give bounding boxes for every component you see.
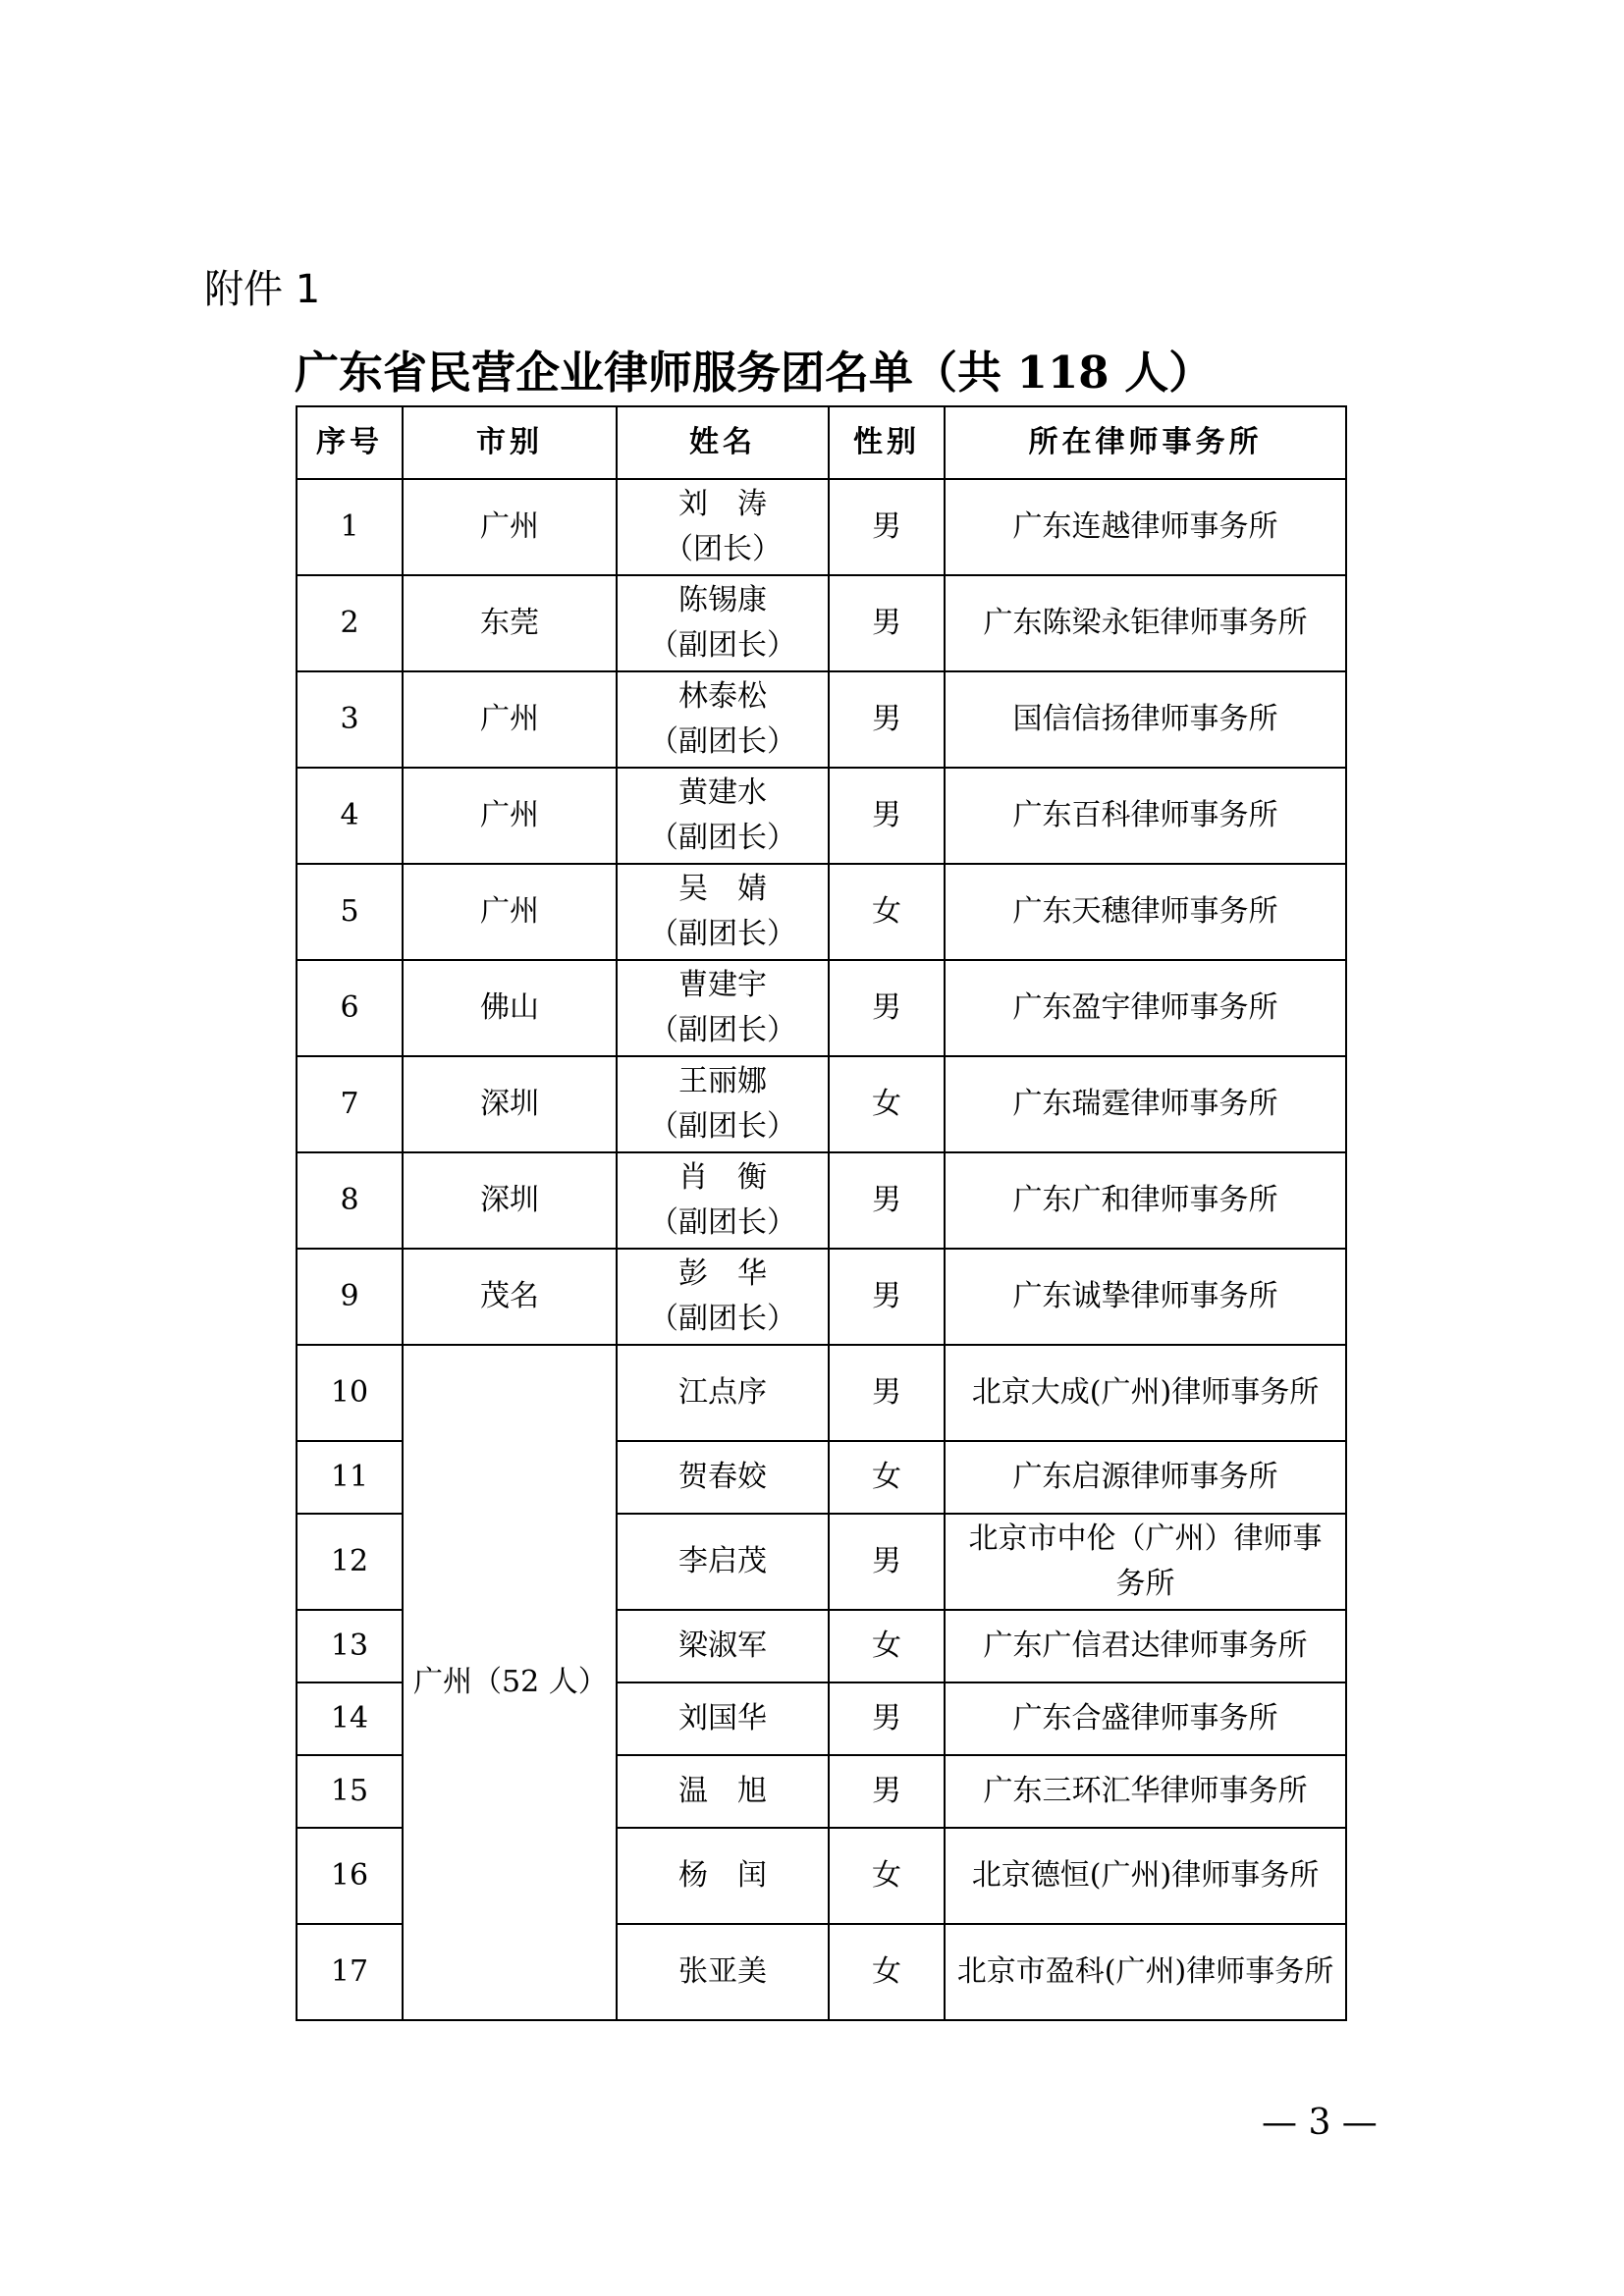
- cell-name: [617, 479, 829, 575]
- cell-no: 17: [297, 1924, 403, 2020]
- header-city: 市别: [403, 406, 617, 479]
- cell-gender: 男: [829, 479, 945, 575]
- cell-gender: 男: [829, 768, 945, 864]
- cell-city: 广州: [403, 671, 617, 768]
- cell-no: 13: [297, 1610, 403, 1682]
- cell-city: 广州: [403, 479, 617, 575]
- cell-gender: 男: [829, 1682, 945, 1755]
- cell-city: 佛山: [403, 960, 617, 1056]
- cell-firm: 广东陈梁永钜律师事务所: [945, 575, 1346, 671]
- header-no: 序号: [297, 406, 403, 479]
- cell-gender: 男: [829, 671, 945, 768]
- lawyer-roster-table: [296, 405, 1347, 2021]
- person-name: 彭 华: [678, 1256, 767, 1291]
- table-row: [297, 479, 1346, 575]
- person-role: （副团长）: [649, 724, 796, 759]
- person-role: （副团长）: [649, 628, 796, 663]
- cell-firm: 北京市中伦（广州）律师事务所: [945, 1514, 1346, 1610]
- cell-firm: 北京市盈科(广州)律师事务所: [945, 1924, 1346, 2020]
- table-row: [297, 960, 1346, 1056]
- cell-gender: 女: [829, 1924, 945, 2020]
- cell-no: 14: [297, 1682, 403, 1755]
- person-name: 曹建宇: [678, 968, 767, 1002]
- cell-gender: 男: [829, 1755, 945, 1828]
- cell-firm: 广东广信君达律师事务所: [945, 1610, 1346, 1682]
- table-header-row: [297, 406, 1346, 479]
- cell-no: 1: [297, 479, 403, 575]
- cell-name: [617, 960, 829, 1056]
- cell-firm: 广东盈宇律师事务所: [945, 960, 1346, 1056]
- person-name: 陈锡康: [678, 583, 767, 617]
- cell-gender: 男: [829, 1345, 945, 1441]
- cell-firm: 广东广和律师事务所: [945, 1152, 1346, 1249]
- person-name: 肖 衡: [678, 1160, 767, 1195]
- cell-no: 3: [297, 671, 403, 768]
- attachment-label: 附件 1: [204, 267, 321, 312]
- cell-firm: 广东启源律师事务所: [945, 1441, 1346, 1514]
- cell-gender: 男: [829, 1152, 945, 1249]
- cell-name: 梁淑军: [617, 1610, 829, 1682]
- cell-city: 深圳: [403, 1056, 617, 1152]
- person-name: 黄建水: [678, 775, 767, 810]
- cell-name: 刘国华: [617, 1682, 829, 1755]
- header-gender: 性别: [829, 406, 945, 479]
- cell-firm: 广东百科律师事务所: [945, 768, 1346, 864]
- person-role: （副团长）: [649, 1109, 796, 1144]
- cell-gender: 男: [829, 1249, 945, 1345]
- cell-gender: 女: [829, 1056, 945, 1152]
- person-name: 刘 涛: [678, 487, 767, 521]
- cell-no: 2: [297, 575, 403, 671]
- cell-gender: 男: [829, 1514, 945, 1610]
- cell-name: 张亚美: [617, 1924, 829, 2020]
- cell-firm: 国信信扬律师事务所: [945, 671, 1346, 768]
- header-name: 姓名: [617, 406, 829, 479]
- cell-gender: 女: [829, 1828, 945, 1924]
- person-role: （副团长）: [649, 1302, 796, 1336]
- cell-no: 5: [297, 864, 403, 960]
- cell-firm: 广东诚挚律师事务所: [945, 1249, 1346, 1345]
- document-title: 广东省民营企业律师服务团名单（共 118 人）: [295, 347, 1214, 399]
- cell-name: 贺春姣: [617, 1441, 829, 1514]
- person-role: （副团长）: [649, 1205, 796, 1240]
- cell-city: 深圳: [403, 1152, 617, 1249]
- cell-firm: 北京大成(广州)律师事务所: [945, 1345, 1346, 1441]
- cell-name: [617, 1249, 829, 1345]
- cell-name: 李启茂: [617, 1514, 829, 1610]
- cell-name: 江点序: [617, 1345, 829, 1441]
- cell-city-group: 广州（52 人）: [403, 1345, 617, 2020]
- cell-no: 10: [297, 1345, 403, 1441]
- cell-firm: 广东三环汇华律师事务所: [945, 1755, 1346, 1828]
- person-role: （副团长）: [649, 821, 796, 855]
- cell-firm: 北京德恒(广州)律师事务所: [945, 1828, 1346, 1924]
- cell-firm: 广东连越律师事务所: [945, 479, 1346, 575]
- page-number: — 3 —: [1262, 2103, 1378, 2143]
- table-row: [297, 864, 1346, 960]
- cell-no: 16: [297, 1828, 403, 1924]
- cell-no: 7: [297, 1056, 403, 1152]
- cell-name: [617, 768, 829, 864]
- cell-no: 9: [297, 1249, 403, 1345]
- table-row: [297, 671, 1346, 768]
- person-role: （团长）: [664, 532, 782, 566]
- cell-gender: 女: [829, 864, 945, 960]
- cell-no: 12: [297, 1514, 403, 1610]
- cell-name: 温 旭: [617, 1755, 829, 1828]
- cell-gender: 女: [829, 1610, 945, 1682]
- person-role: （副团长）: [649, 917, 796, 951]
- cell-no: 11: [297, 1441, 403, 1514]
- cell-name: [617, 575, 829, 671]
- cell-no: 15: [297, 1755, 403, 1828]
- cell-firm: 广东瑞霆律师事务所: [945, 1056, 1346, 1152]
- table-row: [297, 1056, 1346, 1152]
- cell-gender: 男: [829, 960, 945, 1056]
- cell-no: 6: [297, 960, 403, 1056]
- cell-name: [617, 671, 829, 768]
- cell-no: 8: [297, 1152, 403, 1249]
- cell-city: 广州: [403, 768, 617, 864]
- cell-name: 杨 闰: [617, 1828, 829, 1924]
- cell-no: 4: [297, 768, 403, 864]
- person-name: 王丽娜: [678, 1064, 767, 1098]
- table-row: [297, 1249, 1346, 1345]
- cell-gender: 女: [829, 1441, 945, 1514]
- cell-city: 茂名: [403, 1249, 617, 1345]
- header-firm: 所在律师事务所: [945, 406, 1346, 479]
- table-row: [297, 1345, 1346, 1441]
- cell-gender: 男: [829, 575, 945, 671]
- table-row: [297, 575, 1346, 671]
- person-name: 吴 婧: [678, 872, 767, 906]
- person-name: 林泰松: [678, 679, 767, 714]
- cell-name: [617, 864, 829, 960]
- cell-firm: 广东天穗律师事务所: [945, 864, 1346, 960]
- cell-firm: 广东合盛律师事务所: [945, 1682, 1346, 1755]
- table-row: [297, 1152, 1346, 1249]
- cell-name: [617, 1056, 829, 1152]
- table-row: [297, 768, 1346, 864]
- person-role: （副团长）: [649, 1013, 796, 1047]
- cell-city: 东莞: [403, 575, 617, 671]
- cell-name: [617, 1152, 829, 1249]
- cell-city: 广州: [403, 864, 617, 960]
